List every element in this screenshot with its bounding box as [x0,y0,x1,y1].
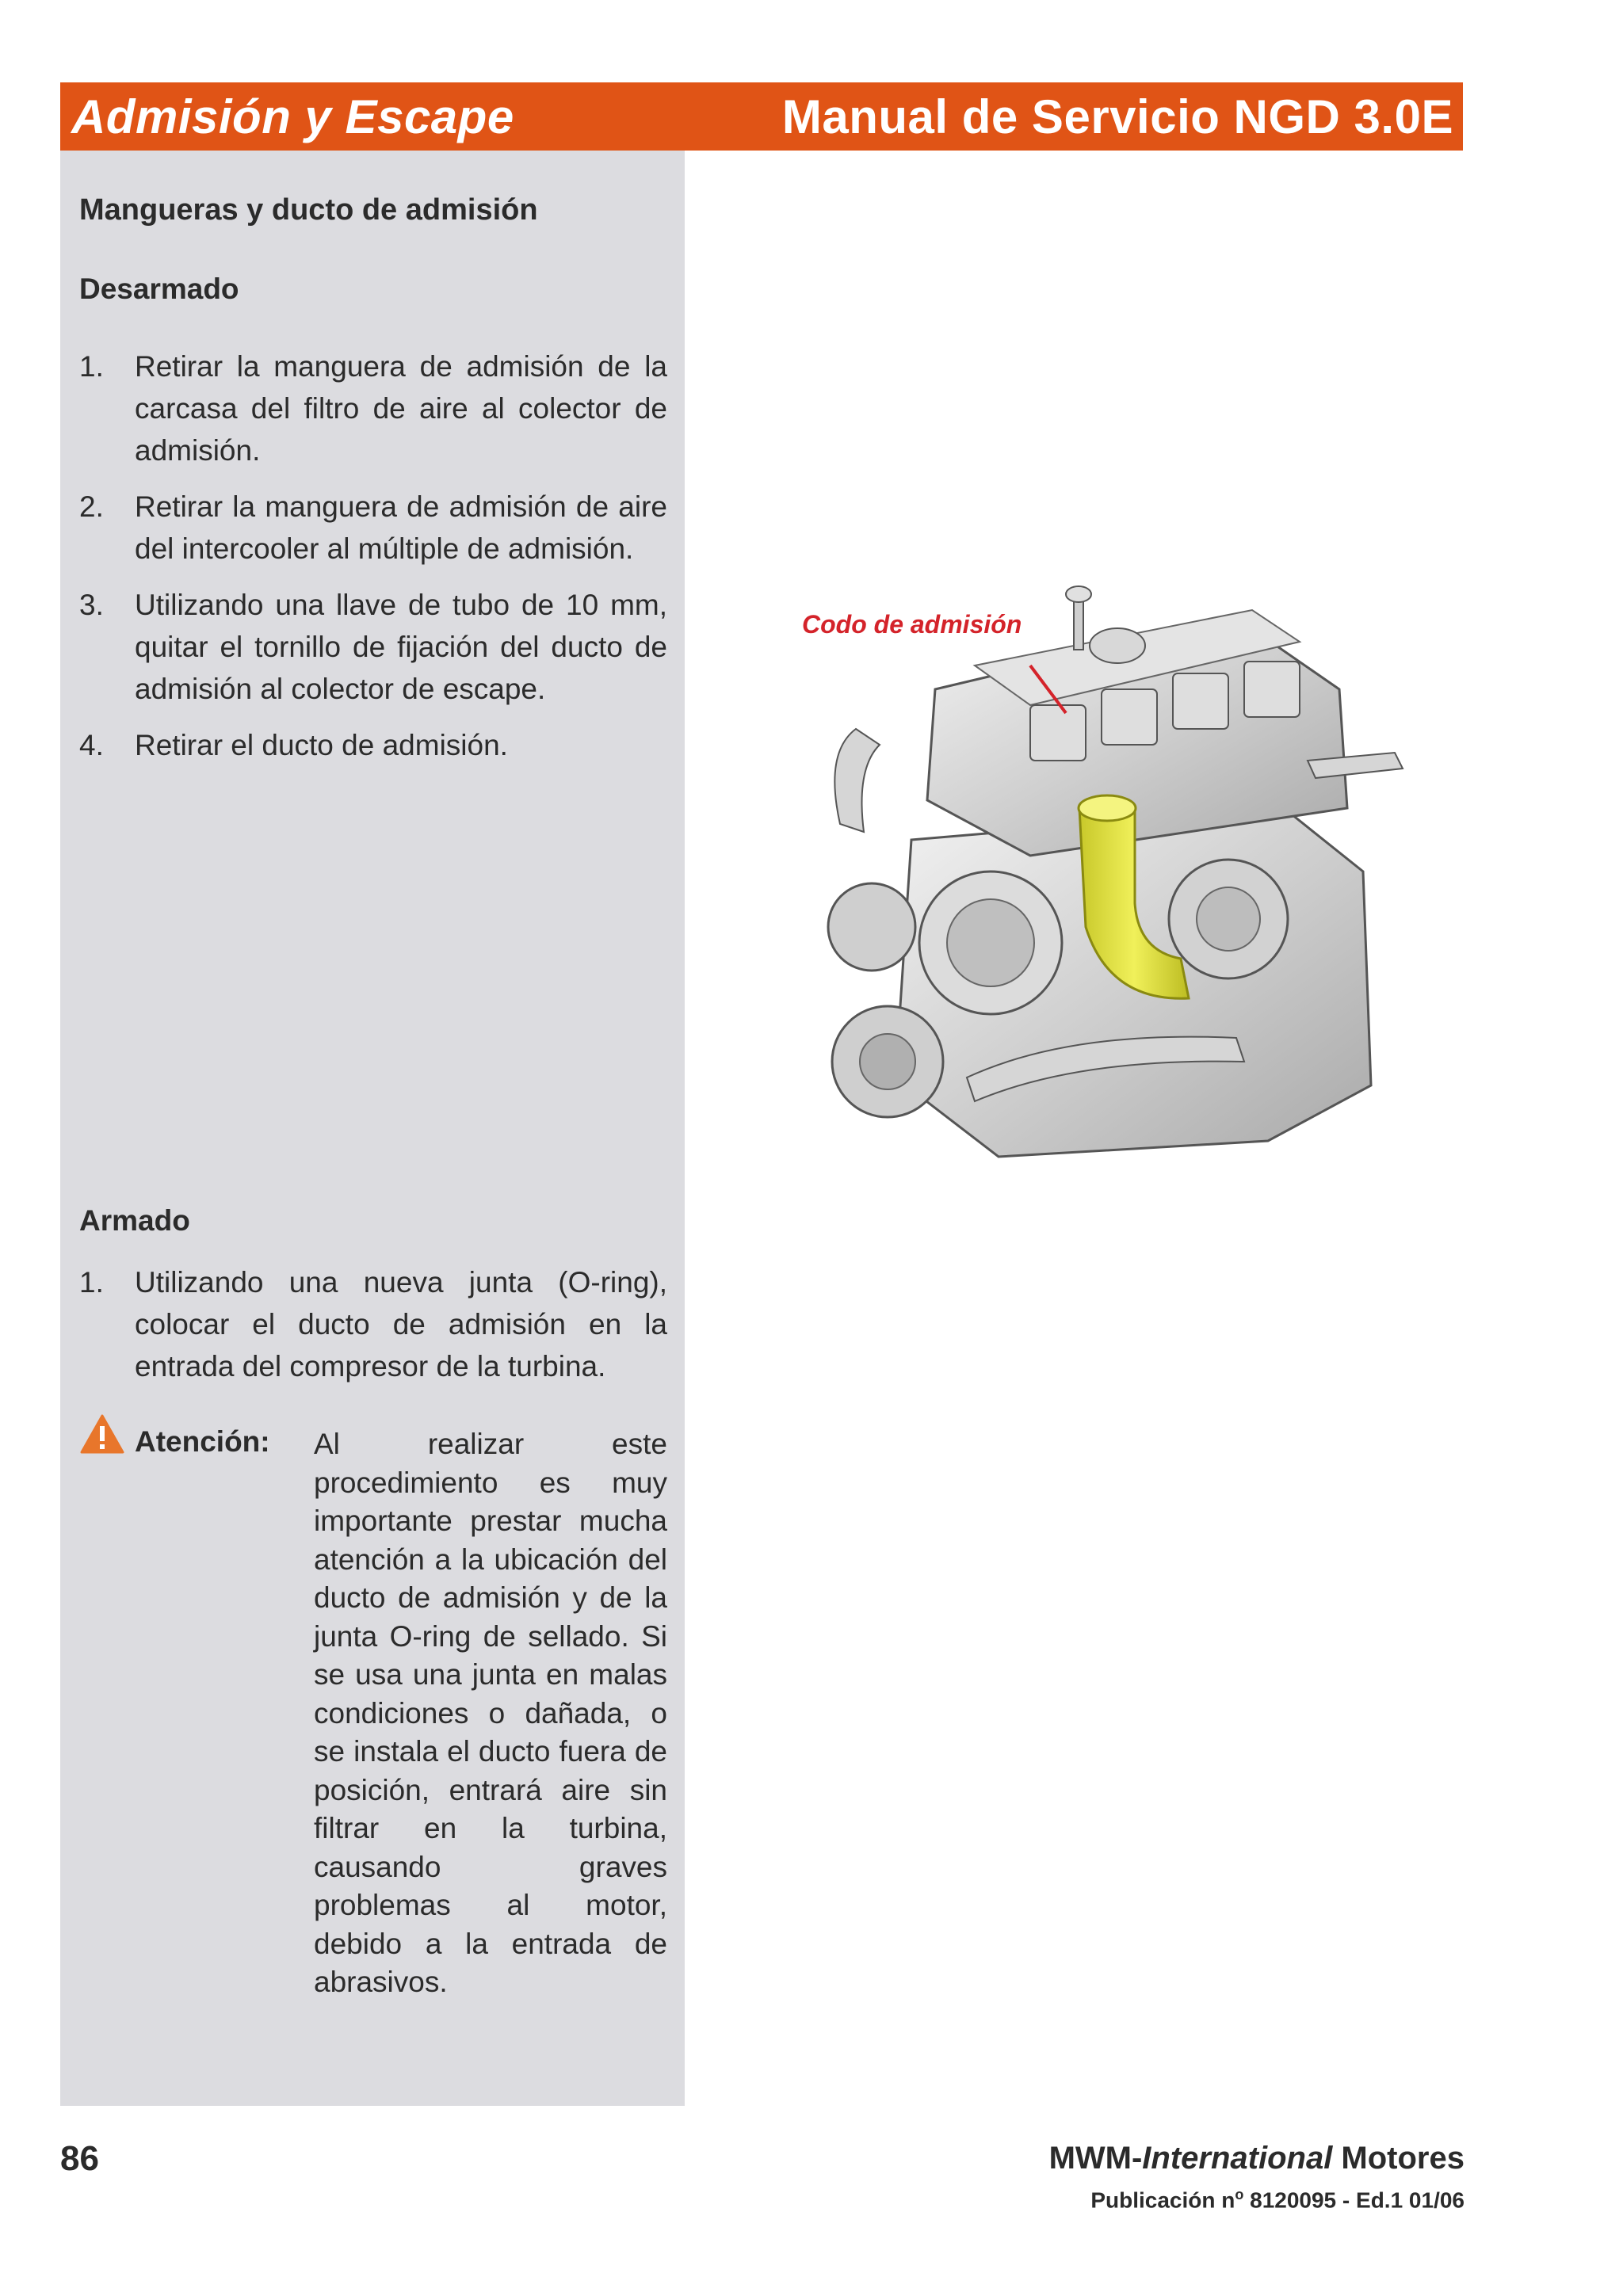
assembly-heading: Armado [79,1204,190,1237]
list-item: 2. Retirar la manguera de admisión de aire del intercooler al múltiple de admisión. [79,490,667,565]
list-item: 1. Retirar la manguera de admisión de la carcasa del filtro de aire al colector de admisión. [79,350,667,467]
list-item: 1. Utilizando una nueva junta (O-ring), colocar el ducto de admisión en la entrada del compresor de la turbina. [79,1266,667,1383]
manual-title: Manual de Servicio NGD 3.0E [781,90,1453,143]
section-title: Admisión y Escape [71,90,514,143]
publication-number: Publicación $n^o$ 8120095 - Ed.1 01/06 [1090,2187,1465,2213]
engine-illustration [792,570,1442,1173]
list-item: 4. Retirar el ducto de admisión. [79,729,508,761]
list-item: 3. Utilizando una llave de tubo de 10 mm, quitar el tornillo de fijación del ducto de admisión al colector de escape. [79,589,667,705]
disassembly-heading: Desarmado [79,273,239,305]
warning-label: Atención: [135,1425,270,1458]
page-number: 86 [60,2139,99,2178]
page-title: Mangueras y ducto de admisión [79,193,538,227]
warning-text: Al realizar este procedimiento es muy importante prestar mucha atención a la ubicación del ducto de admisión y de la junta O-ring de sellado. Si se usa una junta en malas condiciones o dañada, o se instala el ducto fuera de posición, entrará aire sin filtrar en la turbina, causando graves problemas al motor, debido a la entrada de abrasivos. [314,1428,667,1998]
callout-label: Codo de admisión [802,610,1022,639]
warning-icon [79,1413,125,1455]
disassembly-steps [79,345,667,780]
brand-name: MWM-International Motores [1048,2141,1465,2176]
assembly-steps [79,1261,667,1402]
page-header [60,82,1463,151]
